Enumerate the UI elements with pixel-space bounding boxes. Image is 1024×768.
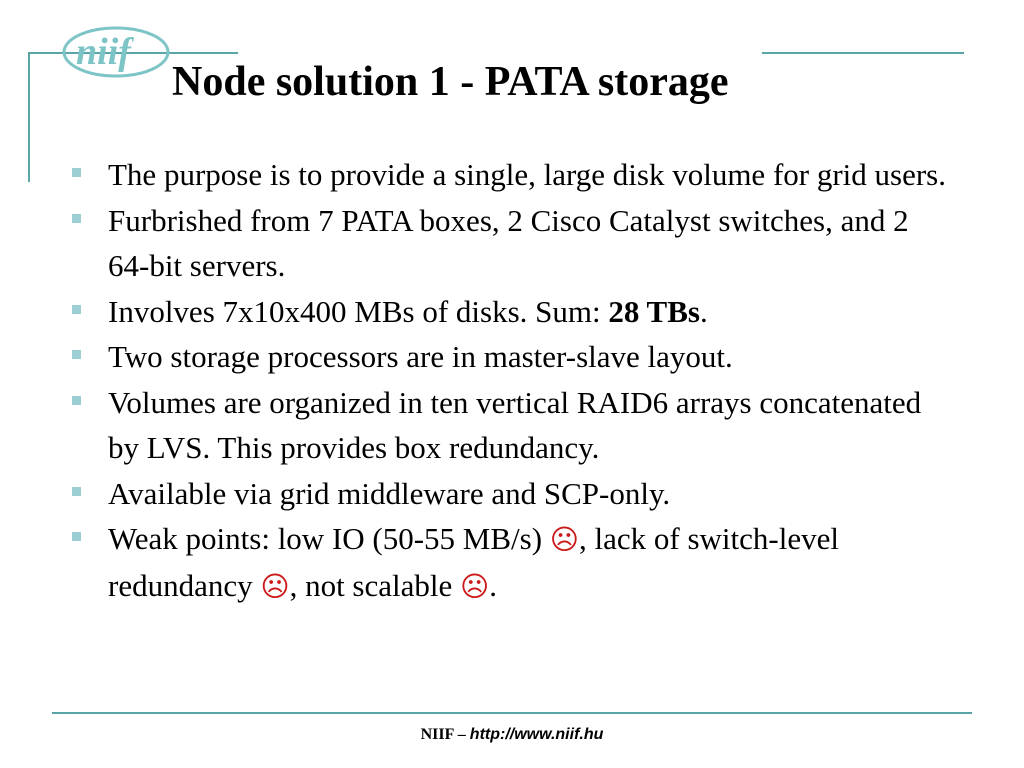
bullet-item: [70, 516, 950, 609]
niif-logo: [58, 16, 188, 84]
bullet-text: .: [489, 567, 497, 603]
bullet-item: [70, 198, 950, 289]
bullet-text: , lack of switch-level redundancy: [108, 521, 839, 603]
slide-title: Node solution 1 - PATA storage: [172, 59, 729, 105]
bullet-text: Involves 7x10x400 MBs of disks. Sum:: [108, 293, 609, 329]
square-bullet-icon: [72, 305, 81, 314]
square-bullet-icon: [72, 214, 81, 223]
bullet-item: [70, 289, 950, 335]
bullet-item: [70, 471, 950, 517]
bullet-text: Volumes are organized in ten vertical RAID6 arrays concatenated by LVS. This provides box redundancy.: [108, 384, 922, 465]
frown-face-icon: ☹: [260, 569, 290, 603]
bullet-item: [70, 380, 950, 471]
bullet-text: Furbrished from 7 PATA boxes, 2 Cisco Catalyst switches, and 2 64-bit servers.: [108, 202, 909, 283]
frown-face-icon: ☹: [549, 523, 579, 556]
bullet-text: Two storage processors are in master-slave layout.: [108, 339, 733, 374]
slide-footer: [0, 726, 1024, 744]
bullet-text: The purpose is to provide a single, large disk volume for grid users.: [108, 157, 946, 192]
bullet-text: Available via grid middleware and SCP-only.: [108, 475, 671, 511]
bullet-text: Weak points: low IO (50-55 MB/s): [108, 521, 550, 556]
bullet-text: , not scalable: [289, 567, 461, 603]
square-bullet-icon: [72, 532, 81, 541]
footer-brand: NIIF: [420, 726, 454, 743]
total-capacity: 28 TBs: [608, 293, 700, 329]
logo-text: niif: [76, 31, 131, 73]
bullet-item: [70, 334, 950, 380]
frame-left-vertical-line: [28, 52, 30, 182]
bullet-text-suffix: .: [699, 293, 708, 329]
footer-separator: –: [453, 726, 470, 743]
square-bullet-icon: [72, 487, 81, 496]
square-bullet-icon: [72, 396, 81, 405]
square-bullet-icon: [72, 350, 81, 359]
bullet-item: [70, 152, 950, 198]
frame-bottom-line: [52, 712, 972, 714]
footer-url-link[interactable]: http://www.niif.hu: [469, 726, 604, 743]
frown-face-icon: ☹: [460, 569, 490, 603]
bullet-list: [70, 152, 950, 609]
square-bullet-icon: [72, 168, 81, 177]
